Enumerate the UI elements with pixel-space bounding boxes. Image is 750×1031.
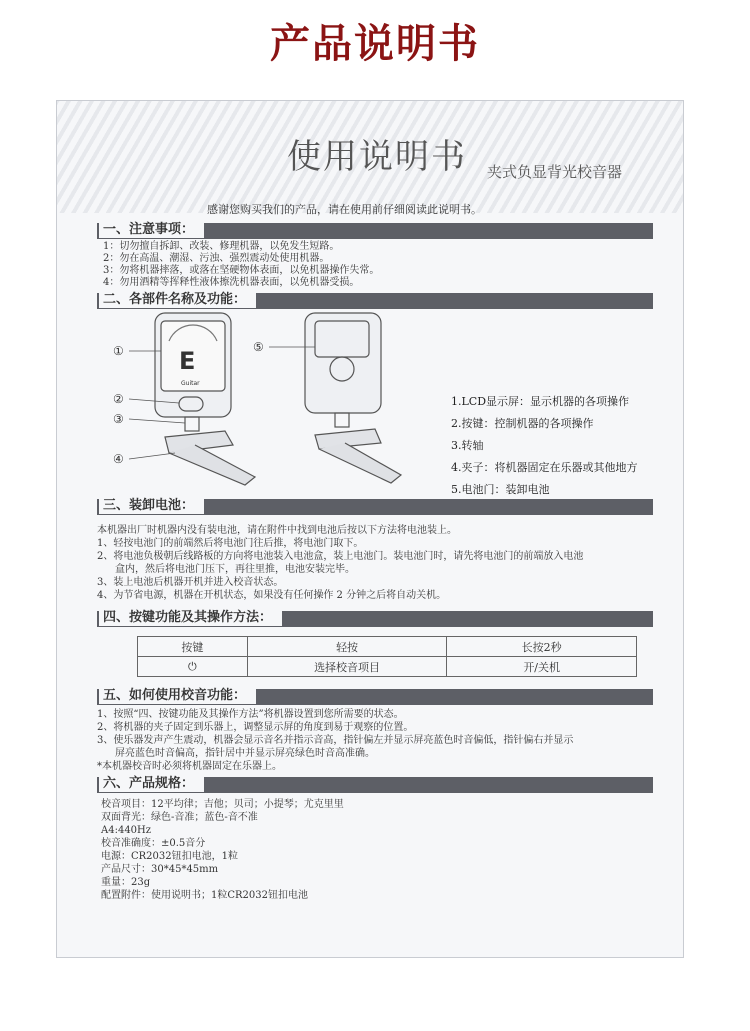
- spec-item: 双面背光：绿色-音准；蓝色-音不准: [101, 812, 258, 823]
- spec-item: A4:440Hz: [101, 825, 152, 836]
- callout-1: ①: [113, 344, 124, 358]
- section-4-header: [97, 611, 653, 627]
- device-mode-label: Guitar: [181, 380, 200, 387]
- list-item: 3、使乐器发声产生震动，机器会显示音名并指示音高，指针偏左并显示屏亮蓝色时音偏低，指针偏右并显示: [97, 735, 574, 746]
- list-item: 1、按照“四、按键功能及其操作方法”将机器设置到您所需要的状态。: [97, 709, 404, 720]
- table-row: [138, 657, 637, 677]
- list-item: 盒内，然后将电池门压下，再往里推，电池安装完毕。: [115, 564, 355, 575]
- spec-item: 电源：CR2032钮扣电池，1粒: [101, 851, 238, 862]
- list-item: 4、为节省电源，机器在开机状态，如果没有任何操作 2 分钟之后将自动关机。: [97, 590, 447, 601]
- sheet-title: 使用说明书: [287, 137, 467, 177]
- table-header-cell: 长按2秒: [447, 637, 637, 657]
- section-4-title: 四、按键功能及其操作方法：: [99, 608, 282, 626]
- list-item: 4：勿用酒精等挥释性液体擦洗机器表面，以免机器受损。: [103, 277, 360, 288]
- page-title: 产品说明书: [270, 21, 480, 67]
- section-6-header: [97, 777, 653, 793]
- button-operations-table: [137, 636, 637, 677]
- list-item: 2、将机器的夹子固定到乐器上，调整显示屏的角度到易于观察的位置。: [97, 722, 414, 733]
- instruction-sheet: [56, 100, 684, 958]
- part-item: 5.电池门：装卸电池: [451, 483, 550, 496]
- spec-item: 重量：23g: [101, 877, 151, 888]
- list-item: 3：勿将机器摔落，或落在坚硬物体表面，以免机器操作失常。: [103, 265, 380, 276]
- section-5-title: 五、如何使用校音功能：: [99, 686, 256, 704]
- section-1-title: 一、注意事项：: [99, 220, 204, 238]
- list-item: 屏亮蓝色时音偏高，指针居中并显示屏亮绿色时音高准确。: [115, 748, 375, 759]
- spec-item: 校音项目：12平均律；吉他；贝司；小提琴；尤克里里: [101, 799, 344, 810]
- table-row: [138, 637, 637, 657]
- table-header-cell: 轻按: [247, 637, 447, 657]
- callout-3: ③: [113, 412, 124, 426]
- list-item: 1、轻按电池门的前端然后将电池门往后推，将电池门取下。: [97, 538, 364, 549]
- tuner-back-view: [305, 313, 401, 483]
- part-item: 2.按键：控制机器的各项操作: [451, 417, 594, 430]
- list-item: 2、将电池负极朝后线路板的方向将电池装入电池盒，装上电池门。装电池门时，请先将电池门的前端放入电池: [97, 551, 584, 562]
- section-5-header: [97, 689, 653, 705]
- callout-2: ②: [113, 392, 124, 406]
- list-item: 3、装上电池后机器开机并进入校音状态。: [97, 577, 284, 588]
- section-2-title: 二、各部件名称及功能：: [99, 290, 256, 308]
- section-1-header: [97, 223, 653, 239]
- tuner-front-view: [155, 313, 255, 485]
- spec-item: 校音准确度：±0.5音分: [101, 838, 206, 849]
- power-icon: ⏻: [138, 657, 248, 677]
- part-item: 3.转轴: [451, 439, 484, 452]
- section-6-title: 六、产品规格：: [99, 774, 204, 792]
- section-3-header: [97, 499, 653, 515]
- thanks-text: 感谢您购买我们的产品，请在使用前仔细阅读此说明书。: [207, 203, 482, 216]
- list-item: *本机器校音时必须将机器固定在乐器上。: [97, 761, 282, 772]
- list-item: 本机器出厂时机器内没有装电池，请在附件中找到电池后按以下方法将电池装上。: [97, 525, 457, 536]
- spec-item: 配置附件：使用说明书；1粒CR2032钮扣电池: [101, 890, 308, 901]
- section-3-title: 三、装卸电池：: [99, 496, 204, 514]
- part-item: 4.夹子：将机器固定在乐器或其他地方: [451, 461, 638, 474]
- sheet-subtitle: 夹式负显背光校音器: [487, 163, 623, 181]
- table-cell: 开/关机: [447, 657, 637, 677]
- list-item: 1：切勿擅自拆卸、改装、修理机器，以免发生短路。: [103, 241, 340, 252]
- list-item: 2：勿在高温、潮湿、污浊、强烈震动处使用机器。: [103, 253, 330, 264]
- table-cell: 选择校音项目: [247, 657, 447, 677]
- table-header-cell: 按键: [138, 637, 248, 657]
- part-item: 1.LCD显示屏：显示机器的各项操作: [451, 395, 630, 408]
- callout-4: ④: [113, 452, 124, 466]
- spec-item: 产品尺寸：30*45*45mm: [101, 864, 219, 875]
- callout-5: ⑤: [253, 340, 264, 354]
- tuner-diagram: [105, 307, 435, 497]
- device-note-letter: E: [179, 347, 196, 375]
